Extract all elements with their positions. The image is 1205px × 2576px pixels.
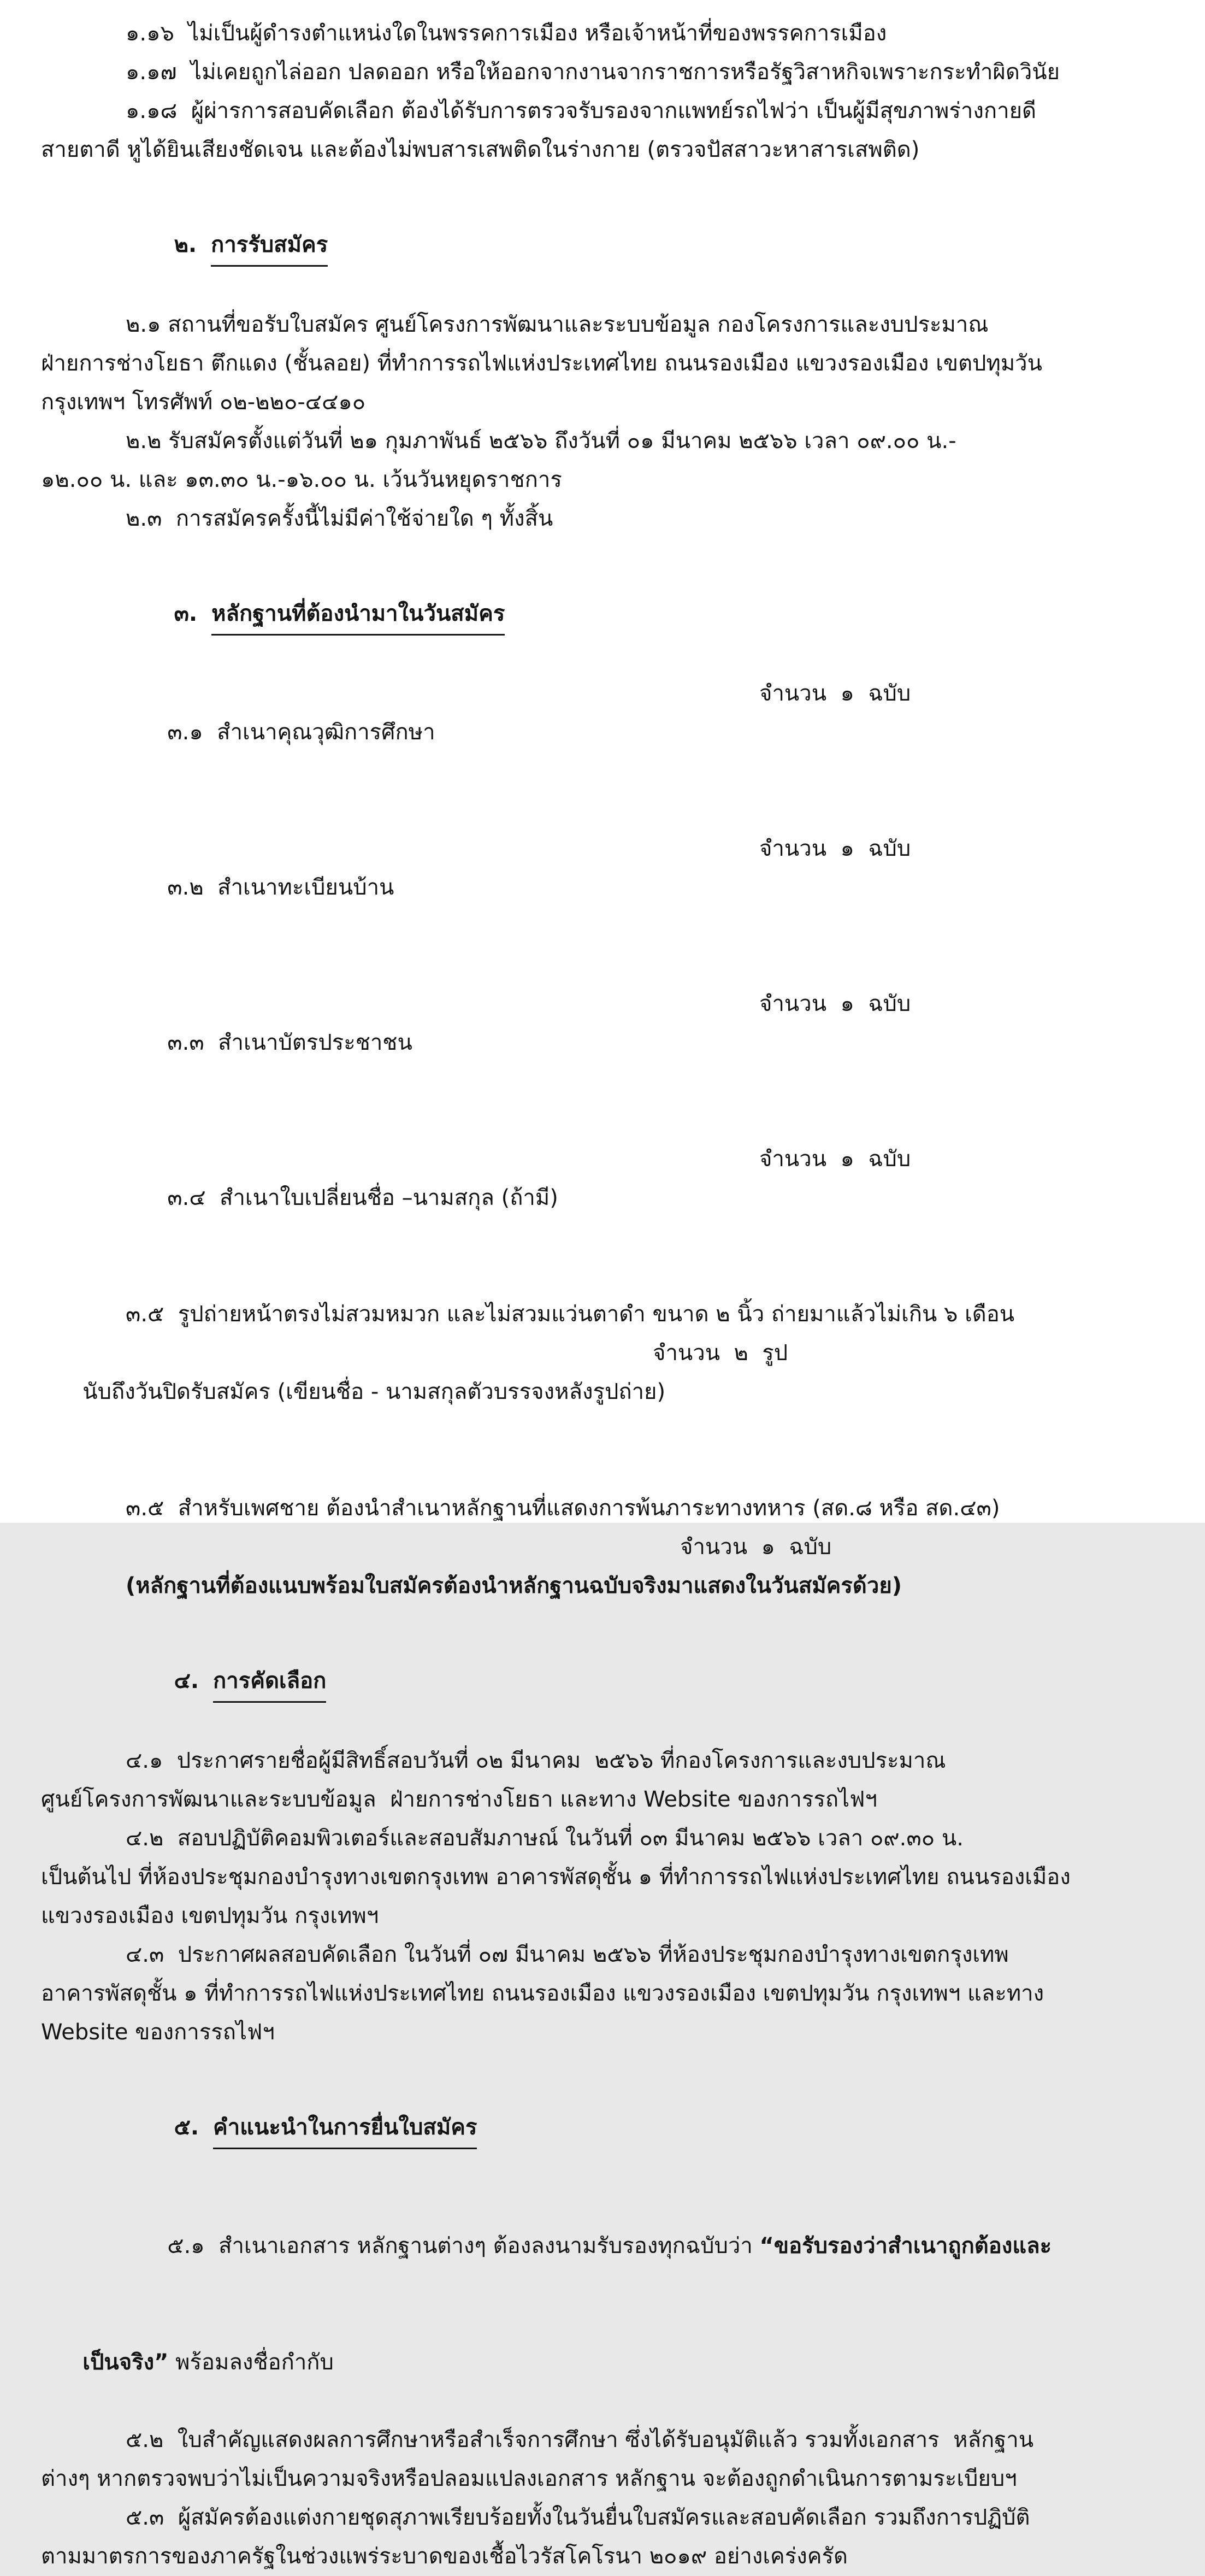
item-5-1-certify-quote-end: เป็นจริง” — [82, 2350, 169, 2375]
item-5-1-line2-normal: พร้อมลงชื่อกำกับ — [168, 2350, 334, 2375]
item-2-3: ๒.๓ การสมัครครั้งนี้ไม่มีค่าใช้จ่ายใด ๆ ทั้งสิ้น — [126, 506, 553, 531]
item-2-1-line1: ๒.๑ สถานที่ขอรับใบสมัคร ศูนย์โครงการพัฒนาและระบบข้อมูล กองโครงการและงบประมาณ — [126, 312, 989, 337]
item-5-3-line1: ๕.๓ ผู้สมัครต้องแต่งกายชุดสุภาพเรียบร้อยทั้งในวันยื่นใบสมัครและสอบคัดเลือก รวมถึงการปฏิบัติ — [126, 2505, 1030, 2530]
item-2-2-line1: ๒.๒ รับสมัครตั้งแต่วันที่ ๒๑ กุมภาพันธ์ ๒๕๖๖ ถึงวันที่ ๐๑ มีนาคม ๒๕๖๖ เวลา ๐๙.๐๐ น.- — [126, 428, 956, 454]
original-documents-note: (หลักฐานที่ต้องแนบพร้อมใบสมัครต้องนำหลักฐานฉบับจริงมาแสดงในวันสมัครด้วย) — [126, 1573, 902, 1598]
item-5-1-certify-quote-start: “ขอรับรองว่าสำเนาถูกต้องและ — [759, 2233, 1052, 2259]
section-3-title: หลักฐานที่ต้องนำมาในวันสมัคร — [211, 595, 505, 636]
item-1-18-line2: สายตาดี หูได้ยินเสียงชัดเจน และต้องไม่พบสารเสพติดในร่างกาย (ตรวจปัสสาวะหาสารเสพติด) — [41, 137, 920, 162]
item-2-2-line2: ๑๒.๐๐ น. และ ๑๓.๓๐ น.-๑๖.๐๐ น. เว้นวันหยุดราชการ — [41, 467, 562, 492]
item-4-2-line2: เป็นต้นไป ที่ห้องประชุมกองบำรุงทางเขตกรุงเทพ อาคารพัสดุชั้น ๑ ที่ทำการรถไฟแห่งประเทศไทย ถนนรองเมือง — [41, 1865, 1071, 1890]
section-2-title: การรับสมัคร — [211, 226, 328, 267]
evidence-row — [41, 985, 1167, 1140]
item-5-1-line2 — [41, 2304, 1167, 2421]
section-5-title: คำแนะนำในการยื่นใบสมัคร — [213, 2108, 477, 2149]
item-5-1-line1 — [41, 2188, 1167, 2304]
item-1-18-line1: ๑.๑๘ ผู้ผ่ารการสอบคัดเลือก ต้องได้รับการตรวจรับรองจากแพทย์รถไฟว่า เป็นผู้มีสุขภาพร่างกายดี — [126, 98, 1036, 123]
section-4-number: ๔. — [174, 1668, 199, 1693]
item-4-1-line1: ๔.๑ ประกาศรายชื่อผู้มีสิทธิ์สอบวันที่ ๐๒ มีนาคม ๒๕๖๖ ที่กองโครงการและงบประมาณ — [126, 1748, 946, 1773]
item-5-1-normal-text: ๕.๑ สำเนาเอกสาร หลักฐานต่างๆ ต้องลงนามรับรองทุกฉบับว่า — [167, 2233, 760, 2259]
item-5-2-line2: ต่างๆ หากตรวจพบว่าไม่เป็นความจริงหรือปลอมแปลงเอกสาร หลักฐาน จะต้องถูกดำเนินการตามระเบียบฯ — [41, 2466, 1017, 2491]
item-3-5-line2 — [41, 1334, 1167, 1489]
evidence-qty: จำนวน ๑ ฉบับ — [759, 681, 911, 706]
item-3-6-qty: จำนวน ๑ ฉบับ — [680, 1534, 832, 1560]
section-2-number: ๒. — [174, 232, 197, 257]
evidence-label: ๓.๑ สำเนาคุณวุฒิการศึกษา — [167, 720, 435, 745]
evidence-qty: จำนวน ๑ ฉบับ — [759, 836, 911, 861]
evidence-label: ๓.๓ สำเนาบัตรประชาชน — [167, 1030, 412, 1055]
item-1-16: ๑.๑๖ ไม่เป็นผู้ดำรงตำแหน่งใดในพรรคการเมือง หรือเจ้าหน้าที่ของพรรคการเมือง — [126, 21, 887, 46]
item-3-6: ๓.๕ สำหรับเพศชาย ต้องนำสำเนาหลักฐานที่แสดงการพ้นภาระทางทหาร (สด.๘ หรือ สด.๔๓) — [126, 1496, 1000, 1521]
item-3-5-line2-label: นับถึงวันปิดรับสมัคร (เขียนชื่อ - นามสกุลตัวบรรจงหลังรูปถ่าย) — [82, 1379, 666, 1404]
item-4-2-line3: แขวงรองเมือง เขตปทุมวัน กรุงเทพฯ — [41, 1903, 379, 1928]
evidence-row — [41, 1140, 1167, 1295]
item-2-1-line2: ฝ่ายการช่างโยธา ตึกแดง (ชั้นลอย) ที่ทำการรถไฟแห่งประเทศไทย ถนนรองเมือง แขวงรองเมือง เขตปทุมวัน — [41, 351, 1042, 376]
evidence-qty: จำนวน ๑ ฉบับ — [759, 991, 911, 1016]
item-4-2-line1: ๔.๒ สอบปฏิบัติคอมพิวเตอร์และสอบสัมภาษณ์ ในวันที่ ๐๓ มีนาคม ๒๕๖๖ เวลา ๐๙.๓๐ น. — [126, 1826, 964, 1851]
item-2-1-line3: กรุงเทพฯ โทรศัพท์ ๐๒-๒๒๐-๔๔๑๐ — [41, 390, 366, 415]
item-5-3-line2: ตามมาตรการของภาครัฐในช่วงแพร่ระบาดของเชื้อไวรัสโคโรนา ๒๐๑๙ อย่างเคร่งครัด — [41, 2544, 848, 2569]
section-3-number: ๓. — [174, 601, 198, 626]
item-4-3-line2: อาคารพัสดุชั้น ๑ ที่ทำการรถไฟแห่งประเทศไทย ถนนรองเมือง แขวงรองเมือง เขตปทุมวัน กรุงเทพฯ และทาง — [41, 1981, 1044, 2006]
evidence-row — [41, 674, 1167, 830]
item-1-17: ๑.๑๗ ไม่เคยถูกไล่ออก ปลดออก หรือให้ออกจากงานจากราชการหรือรัฐวิสาหกิจเพราะกระทำผิดวินัย — [126, 60, 1060, 85]
section-4-heading — [41, 1623, 1167, 1742]
item-4-1-line2: ศูนย์โครงการพัฒนาและระบบข้อมูล ฝ่ายการช่างโยธา และทาง Website ของการรถไฟฯ — [41, 1787, 877, 1812]
evidence-label: ๓.๔ สำเนาใบเปลี่ยนชื่อ –นามสกุล (ถ้ามี) — [167, 1185, 558, 1210]
evidence-row — [41, 830, 1167, 985]
item-3-5-qty: จำนวน ๒ รูป — [653, 1340, 788, 1366]
item-4-3-line1: ๔.๓ ประกาศผลสอบคัดเลือก ในวันที่ ๐๗ มีนาคม ๒๕๖๖ ที่ห้องประชุมกองบำรุงทางเขตกรุงเทพ — [126, 1942, 1009, 1967]
section-4-title: การคัดเลือก — [213, 1662, 326, 1703]
section-3-heading — [41, 556, 1167, 674]
section-5-heading — [41, 2069, 1167, 2188]
evidence-qty: จำนวน ๑ ฉบับ — [759, 1146, 911, 1172]
section-5-number: ๕. — [174, 2115, 199, 2140]
evidence-label: ๓.๒ สำเนาทะเบียนบ้าน — [167, 875, 394, 900]
item-5-2-line1: ๕.๒ ใบสำคัญแสดงผลการศึกษาหรือสำเร็จการศึกษา ซึ่งได้รับอนุมัติแล้ว รวมทั้งเอกสาร หลักฐาน — [126, 2427, 1034, 2453]
item-4-3-line3: Website ของการรถไฟฯ — [41, 2020, 275, 2045]
item-3-5-line1: ๓.๕ รูปถ่ายหน้าตรงไม่สวมหมวก และไม่สวมแว่นตาดำ ขนาด ๒ นิ้ว ถ่ายมาแล้วไม่เกิน ๖ เดือน — [126, 1302, 1015, 1327]
section-2-heading — [41, 187, 1167, 305]
